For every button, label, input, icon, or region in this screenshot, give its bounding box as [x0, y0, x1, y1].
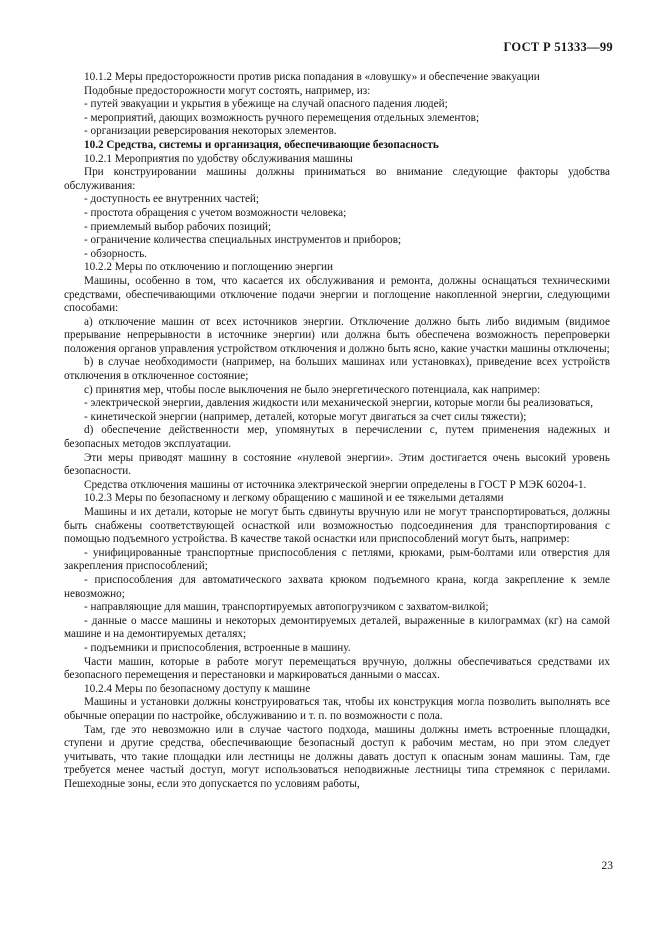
- paragraph: Машины и их детали, которые не могут быть сдвинуты вручную или не могут транспортироваться, должны быть снабжены соответствующей оснасткой или возможностью подсоединения для транспортирования с помощью подъемного устройства. В качестве такой оснастки или приспособлений могут быть, например:: [64, 506, 610, 546]
- paragraph: b) в случае необходимости (например, на больших машинах или установках), приведение всех устройств отключения в отключенное состояние;: [64, 356, 610, 383]
- paragraph: Там, где это невозможно или в случае частого подхода, машины должны иметь встроенные площадки, ступени и другие средства, обеспечивающие безопасный доступ к рабочим местам, но при этом следует учитывать, что такие площадки или лестницы не должны давать доступ к опасным зонам машины. Там, где требуется менее частый доступ, могут использоваться неподвижные лестницы типа стремянок с перилами. Пешеходные зоны, если это допускается по условиям работы,: [64, 723, 610, 790]
- paragraph: 10.2.4 Меры по безопасному доступу к машине: [84, 682, 311, 695]
- paragraph: Машины, особенно в том, что касается их обслуживания и ремонта, должны оснащаться техническими средствами, обеспечивающими отключение подачи энергии и поглощение накопленной энергии, следующими способами:: [64, 274, 610, 315]
- paragraph: Машины и установки должны конструироваться так, чтобы их конструкция могла позволить выполнять все обычные операции по настройке, обслуживанию и т. п. по возможности с пола.: [64, 696, 610, 722]
- paragraph: c) принятия мер, чтобы после выключения не было энергетического потенциала, как например:: [84, 383, 541, 396]
- paragraph: - ограничение количества специальных инструментов и приборов;: [84, 234, 402, 247]
- document-body: [64, 71, 610, 791]
- paragraph: - простота обращения с учетом возможности человека;: [84, 206, 347, 219]
- paragraph: Средства отключения машины от источника электрической энергии определены в ГОСТ Р МЭК 60204-1.: [84, 478, 587, 491]
- paragraph: - мероприятий, дающих возможность ручного перемещения отдельных элементов;: [84, 111, 480, 124]
- page-number: 23: [601, 860, 613, 872]
- paragraph: Эти меры приводят машину в состояние «нулевой энергии». Этим достигается очень высокий уровень безопасности.: [64, 451, 610, 478]
- paragraph: - приспособления для автоматического захвата крюком подъемного крана, когда закрепление к земле невозможно;: [64, 573, 610, 600]
- paragraph: - кинетической энергии (например, деталей, которые могут двигаться за счет силы тяжести);: [84, 410, 527, 423]
- paragraph: - унифицированные транспортные приспособления с петлями, крюками, рым-болтами или отверстия для закрепления приспособлений;: [64, 546, 610, 573]
- paragraph: 10.2.3 Меры по безопасному и легкому обращению с машиной и ее тяжелыми деталями: [84, 492, 504, 505]
- paragraph: - направляющие для машин, транспортируемых автопогрузчиком с захватом-вилкой;: [84, 601, 489, 614]
- paragraph: - организации реверсирования некоторых элементов.: [84, 125, 337, 138]
- paragraph: - доступность ее внутренних частей;: [84, 193, 260, 206]
- document-code-header: ГОСТ Р 51333—99: [503, 40, 613, 54]
- paragraph: d) обеспечение действенности мер, упомянутых в перечислении с, путем применения надежных и безопасных методов эксплуатации.: [64, 424, 610, 451]
- paragraph: - подъемники и приспособления, встроенные в машину.: [84, 641, 351, 654]
- paragraph: Части машин, которые в работе могут перемещаться вручную, должны обеспечиваться средствами их безопасного перемещения и перестановки и маркироваться данными о массах.: [64, 655, 610, 682]
- paragraph: При конструировании машины должны приниматься во внимание следующие факторы удобства обслуживания:: [64, 166, 610, 192]
- paragraph: a) отключение машин от всех источников энергии. Отключение должно быть либо видимым (видимое прерывание непрерывности в источнике энергии) или должна быть обеспечена возможность перепроверки положения органов управления устройством отключения и должно быть ясно, какие участки машины отключены;: [64, 315, 610, 355]
- paragraph: 10.2.2 Меры по отключению и поглощению энергии: [84, 261, 334, 274]
- paragraph: - обзорность.: [84, 247, 147, 260]
- paragraph: 10.2 Средства, системы и организация, обеспечивающие безопасность: [84, 138, 439, 151]
- paragraph: 10.2.1 Мероприятия по удобству обслуживания машины: [84, 152, 353, 165]
- paragraph: - электрической энергии, давления жидкости или механической энергии, которые могли бы реализоваться,: [84, 397, 593, 410]
- paragraph: - данные о массе машины и некоторых демонтируемых деталей, выраженные в килограммах (кг) на самой машине и на демонтируемых деталях;: [64, 614, 610, 641]
- paragraph: 10.1.2 Меры предосторожности против риска попадания в «ловушку» и обеспечение эвакуации: [84, 71, 540, 83]
- paragraph: - путей эвакуации и укрытия в убежище на случай опасного падения людей;: [84, 98, 448, 111]
- paragraph: - приемлемый выбор рабочих позиций;: [84, 220, 272, 233]
- paragraph: Подобные предосторожности могут состоять, например, из:: [84, 84, 371, 97]
